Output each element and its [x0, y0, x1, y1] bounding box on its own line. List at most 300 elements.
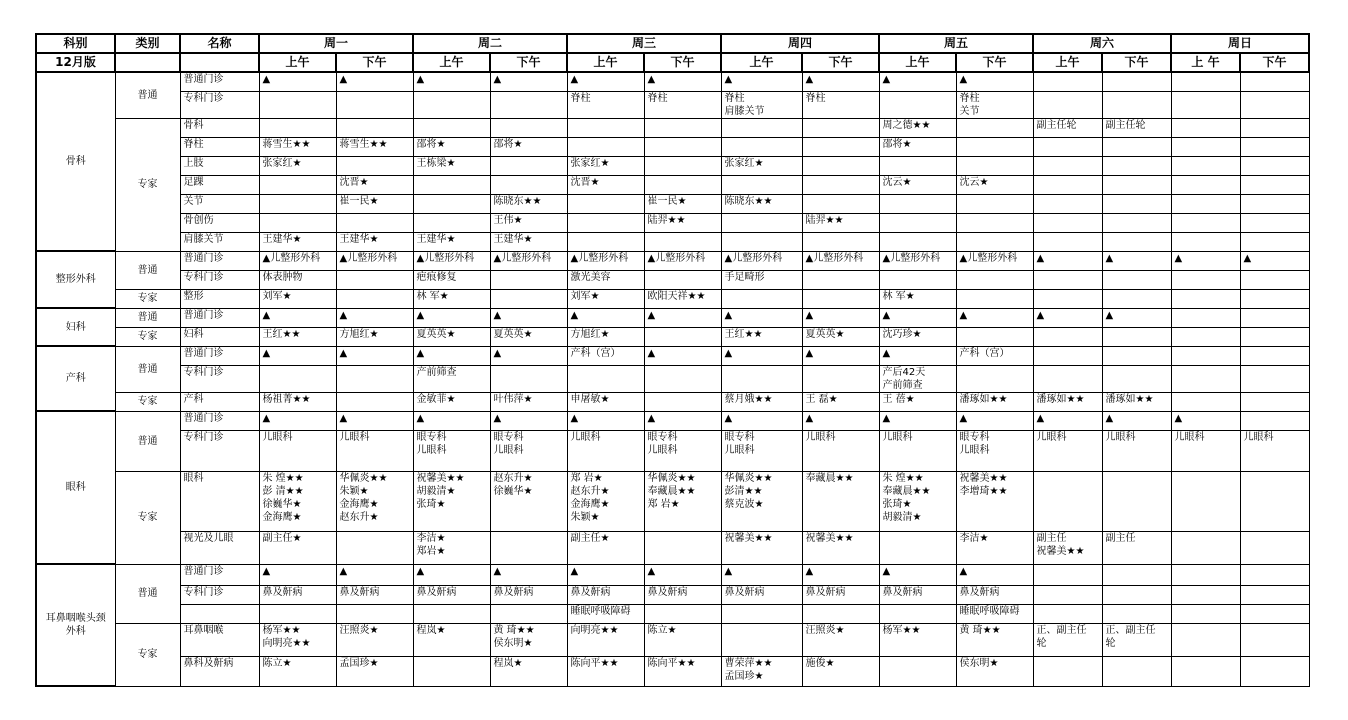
schedule-cell: 王建华★: [259, 232, 336, 251]
schedule-cell: [1033, 289, 1102, 308]
schedule-cell: 沈云★: [879, 175, 956, 194]
schedule-cell: ▲: [802, 411, 879, 430]
schedule-cell: [1240, 564, 1309, 585]
header-day: 周五: [879, 34, 1033, 53]
schedule-cell: [879, 156, 956, 175]
schedule-cell: [1171, 564, 1240, 585]
schedule-cell: 奉藏晨★★: [802, 471, 879, 531]
schedule-cell: [1240, 623, 1309, 656]
table-row: [36, 656, 1309, 686]
schedule-cell: 儿眼科: [879, 430, 956, 471]
schedule-cell: [259, 604, 336, 623]
department-cell: 整形外科: [36, 251, 115, 308]
schedule-cell: [956, 232, 1033, 251]
schedule-cell: 鼻及鼾病: [336, 585, 413, 604]
schedule-cell: [1240, 656, 1309, 686]
schedule-cell: 脊柱: [567, 91, 644, 118]
schedule-cell: [1171, 175, 1240, 194]
schedule-cell: [721, 118, 802, 137]
schedule-cell: 鼻及鼾病: [259, 585, 336, 604]
schedule-cell: ▲: [336, 411, 413, 430]
schedule-cell: 李洁★ 郑岩★: [413, 531, 490, 564]
header-session: 下午: [336, 53, 413, 72]
schedule-cell: 华佩炎★★ 彭清★★ 蔡克波★: [721, 471, 802, 531]
schedule-cell: ▲: [956, 564, 1033, 585]
schedule-cell: 华佩炎★★ 奉藏晨★★ 郑 岩★: [644, 471, 721, 531]
schedule-cell: 崔一民★: [336, 194, 413, 213]
header-dept: 科别: [36, 34, 115, 53]
schedule-body: [36, 72, 1309, 686]
schedule-cell: [1033, 327, 1102, 346]
schedule-cell: [1033, 175, 1102, 194]
schedule-cell: 崔一民★: [644, 194, 721, 213]
schedule-cell: [490, 289, 567, 308]
table-row: [36, 411, 1309, 430]
schedule-cell: [336, 365, 413, 392]
schedule-cell: [802, 156, 879, 175]
schedule-cell: 眼专科 儿眼科: [413, 430, 490, 471]
schedule-cell: [956, 289, 1033, 308]
header-session: 下午: [802, 53, 879, 72]
department-cell: 骨科: [36, 72, 115, 251]
header-session: 下午: [956, 53, 1033, 72]
clinic-name-cell: 视光及儿眼: [180, 531, 259, 564]
category-cell: 普通: [115, 72, 180, 118]
schedule-cell: ▲: [802, 564, 879, 585]
schedule-cell: 黄 琦★★ 侯东明★: [490, 623, 567, 656]
schedule-cell: 华佩炎★★ 朱颖★ 金海鹰★ 赵东升★: [336, 471, 413, 531]
schedule-cell: 陈立★: [644, 623, 721, 656]
schedule-cell: 祝馨美★★: [802, 531, 879, 564]
schedule-cell: ▲: [644, 308, 721, 327]
table-row: [36, 585, 1309, 604]
schedule-cell: [336, 392, 413, 411]
header-session: 上午: [1033, 53, 1102, 72]
schedule-cell: [956, 194, 1033, 213]
table-row: [36, 213, 1309, 232]
schedule-cell: [879, 232, 956, 251]
clinic-name-cell: 脊柱: [180, 137, 259, 156]
schedule-cell: 祝馨美★★ 李增琦★★: [956, 471, 1033, 531]
schedule-cell: [1240, 213, 1309, 232]
schedule-cell: 鼻及鼾病: [879, 585, 956, 604]
schedule-cell: ▲: [490, 411, 567, 430]
clinic-name-cell: 鼻科及鼾病: [180, 656, 259, 686]
clinic-name-cell: 专科门诊: [180, 365, 259, 392]
header-session: 上午: [413, 53, 490, 72]
schedule-cell: 副主任: [1102, 531, 1171, 564]
schedule-cell: 儿眼科: [1102, 430, 1171, 471]
clinic-name-cell: 关节: [180, 194, 259, 213]
schedule-cell: 眼专科 儿眼科: [721, 430, 802, 471]
schedule-cell: [1102, 270, 1171, 289]
header-version: 12月版: [36, 53, 115, 72]
table-row: [36, 91, 1309, 118]
schedule-cell: [1240, 585, 1309, 604]
schedule-cell: [1033, 91, 1102, 118]
schedule-cell: [1033, 156, 1102, 175]
schedule-cell: 蒋雪生★★: [336, 137, 413, 156]
clinic-name-cell: 普通门诊: [180, 346, 259, 365]
schedule-cell: 沈巧珍★: [879, 327, 956, 346]
schedule-cell: [721, 365, 802, 392]
schedule-cell: [879, 656, 956, 686]
table-row: [36, 531, 1309, 564]
schedule-cell: 儿眼科: [1171, 430, 1240, 471]
schedule-cell: [1171, 118, 1240, 137]
schedule-cell: 张家红★: [721, 156, 802, 175]
schedule-cell: [413, 604, 490, 623]
schedule-cell: ▲: [644, 564, 721, 585]
schedule-cell: ▲: [1171, 411, 1240, 430]
schedule-cell: [1102, 232, 1171, 251]
schedule-cell: 产后42天 产前筛查: [879, 365, 956, 392]
schedule-cell: [490, 270, 567, 289]
category-cell: 专家: [115, 118, 180, 251]
schedule-cell: 王红★★: [721, 327, 802, 346]
schedule-cell: [721, 232, 802, 251]
schedule-cell: 施俊★: [802, 656, 879, 686]
schedule-cell: [1033, 270, 1102, 289]
schedule-cell: [1102, 656, 1171, 686]
schedule-cell: 祝馨美★★: [721, 531, 802, 564]
schedule-cell: [1033, 585, 1102, 604]
schedule-cell: 刘军★: [259, 289, 336, 308]
schedule-cell: [721, 623, 802, 656]
schedule-cell: 汪照炎★: [336, 623, 413, 656]
schedule-cell: 周之德★★: [879, 118, 956, 137]
schedule-cell: 鼻及鼾病: [721, 585, 802, 604]
schedule-cell: ▲儿整形外科: [721, 251, 802, 270]
schedule-cell: [1240, 194, 1309, 213]
schedule-cell: 王建华★: [413, 232, 490, 251]
schedule-cell: [644, 392, 721, 411]
schedule-cell: [644, 137, 721, 156]
schedule-cell: [1240, 270, 1309, 289]
schedule-cell: 陈晓东★★: [721, 194, 802, 213]
schedule-cell: [1171, 365, 1240, 392]
schedule-cell: [1171, 137, 1240, 156]
schedule-cell: [956, 327, 1033, 346]
schedule-cell: 睡眠呼吸障碍: [956, 604, 1033, 623]
schedule-cell: 陆羿★★: [802, 213, 879, 232]
header-session: 上午: [259, 53, 336, 72]
table-row: [36, 471, 1309, 531]
schedule-cell: 鼻及鼾病: [956, 585, 1033, 604]
schedule-cell: [802, 232, 879, 251]
schedule-cell: [644, 232, 721, 251]
schedule-cell: ▲: [721, 411, 802, 430]
header-session: 上 午: [1171, 53, 1240, 72]
schedule-cell: [336, 531, 413, 564]
schedule-cell: ▲: [567, 72, 644, 91]
schedule-cell: ▲: [1102, 251, 1171, 270]
clinic-name-cell: 专科门诊: [180, 270, 259, 289]
department-cell: 妇科: [36, 308, 115, 346]
schedule-cell: 沈云★: [956, 175, 1033, 194]
schedule-cell: [1240, 72, 1309, 91]
category-cell: 普通: [115, 251, 180, 289]
schedule-cell: [721, 137, 802, 156]
schedule-cell: ▲: [567, 411, 644, 430]
schedule-cell: [490, 91, 567, 118]
schedule-cell: [567, 137, 644, 156]
schedule-cell: [1033, 564, 1102, 585]
schedule-cell: 王 蓓★: [879, 392, 956, 411]
category-cell: 普通: [115, 308, 180, 327]
schedule-cell: 刘军★: [567, 289, 644, 308]
schedule-cell: ▲: [336, 346, 413, 365]
schedule-cell: [1171, 289, 1240, 308]
schedule-cell: ▲: [721, 72, 802, 91]
header-day: 周日: [1171, 34, 1309, 53]
schedule-cell: ▲: [259, 411, 336, 430]
schedule-cell: 夏英英★: [802, 327, 879, 346]
schedule-cell: [1171, 585, 1240, 604]
schedule-cell: ▲: [1033, 308, 1102, 327]
schedule-cell: 赵东升★ 徐巍华★: [490, 471, 567, 531]
schedule-cell: 程岚★: [490, 656, 567, 686]
schedule-cell: 申屠敏★: [567, 392, 644, 411]
table-row: [36, 232, 1309, 251]
schedule-cell: 王栋梁★: [413, 156, 490, 175]
table-row: [36, 564, 1309, 585]
schedule-cell: [567, 213, 644, 232]
schedule-cell: 向明亮★★: [567, 623, 644, 656]
clinic-name-cell: 骨创伤: [180, 213, 259, 232]
schedule-cell: ▲: [1033, 251, 1102, 270]
header-session: 下午: [1102, 53, 1171, 72]
schedule-cell: 夏英英★: [490, 327, 567, 346]
schedule-cell: ▲: [413, 411, 490, 430]
schedule-cell: 朱 煌★★ 奉藏晨★★ 张琦★ 胡毅清★: [879, 471, 956, 531]
schedule-cell: ▲: [490, 346, 567, 365]
schedule-cell: ▲儿整形外科: [879, 251, 956, 270]
schedule-cell: [490, 156, 567, 175]
schedule-cell: [1102, 365, 1171, 392]
schedule-cell: [1102, 213, 1171, 232]
schedule-cell: ▲: [259, 72, 336, 91]
schedule-cell: [956, 270, 1033, 289]
schedule-cell: [336, 213, 413, 232]
schedule-cell: [956, 365, 1033, 392]
schedule-cell: 郑 岩★ 赵东升★ 金海鹰★ 朱颖★: [567, 471, 644, 531]
schedule-cell: [1033, 232, 1102, 251]
schedule-cell: ▲: [490, 564, 567, 585]
clinic-name-cell: 普通门诊: [180, 308, 259, 327]
schedule-cell: [879, 270, 956, 289]
schedule-cell: [1102, 137, 1171, 156]
schedule-cell: ▲儿整形外科: [259, 251, 336, 270]
schedule-cell: [490, 118, 567, 137]
schedule-cell: [1171, 91, 1240, 118]
clinic-name-cell: 专科门诊: [180, 430, 259, 471]
schedule-cell: [1240, 118, 1309, 137]
schedule-cell: [1033, 346, 1102, 365]
schedule-cell: [1171, 232, 1240, 251]
schedule-cell: ▲: [490, 308, 567, 327]
schedule-cell: 夏英英★: [413, 327, 490, 346]
schedule-cell: 潘琢如★★: [1102, 392, 1171, 411]
table-row: [36, 72, 1309, 91]
table-row: [36, 604, 1309, 623]
clinic-name-cell: 妇科: [180, 327, 259, 346]
clinic-name-cell: [180, 604, 259, 623]
header-row-days: [36, 34, 1309, 53]
clinic-name-cell: 耳鼻咽喉: [180, 623, 259, 656]
schedule-cell: ▲儿整形外科: [567, 251, 644, 270]
clinic-name-cell: 眼科: [180, 471, 259, 531]
schedule-cell: [1240, 365, 1309, 392]
schedule-cell: [644, 175, 721, 194]
schedule-cell: [259, 365, 336, 392]
schedule-cell: [1033, 213, 1102, 232]
schedule-cell: 张家红★: [259, 156, 336, 175]
table-row: [36, 251, 1309, 270]
clinic-name-cell: 产科: [180, 392, 259, 411]
schedule-cell: 正、副主任 轮: [1102, 623, 1171, 656]
clinic-name-cell: 整形: [180, 289, 259, 308]
schedule-cell: 儿眼科: [802, 430, 879, 471]
header-row-sessions: [36, 53, 1309, 72]
schedule-cell: ▲: [336, 564, 413, 585]
schedule-cell: 眼专科 儿眼科: [644, 430, 721, 471]
category-cell: 专家: [115, 327, 180, 346]
clinic-name-cell: 专科门诊: [180, 585, 259, 604]
department-cell: 产科: [36, 346, 115, 411]
schedule-cell: [802, 137, 879, 156]
schedule-cell: ▲: [413, 346, 490, 365]
schedule-cell: 产科（宫）: [956, 346, 1033, 365]
schedule-cell: 黄 琦★★: [956, 623, 1033, 656]
schedule-cell: [1033, 604, 1102, 623]
schedule-cell: [259, 194, 336, 213]
category-cell: 专家: [115, 289, 180, 308]
schedule-cell: [644, 270, 721, 289]
schedule-cell: 脊柱: [644, 91, 721, 118]
table-row: [36, 327, 1309, 346]
schedule-cell: [413, 118, 490, 137]
schedule-cell: [567, 194, 644, 213]
schedule-cell: [1102, 471, 1171, 531]
schedule-cell: [1102, 604, 1171, 623]
schedule-cell: 林 军★: [879, 289, 956, 308]
schedule-cell: 副主任轮: [1102, 118, 1171, 137]
schedule-cell: [1102, 175, 1171, 194]
schedule-cell: 鼻及鼾病: [413, 585, 490, 604]
schedule-cell: [1240, 471, 1309, 531]
schedule-cell: [1240, 156, 1309, 175]
schedule-cell: [1171, 156, 1240, 175]
schedule-cell: ▲儿整形外科: [413, 251, 490, 270]
schedule-cell: 汪照炎★: [802, 623, 879, 656]
schedule-cell: [1102, 72, 1171, 91]
category-cell: 普通: [115, 346, 180, 392]
schedule-cell: ▲: [259, 346, 336, 365]
schedule-cell: 眼专科 儿眼科: [956, 430, 1033, 471]
schedule-cell: ▲: [567, 308, 644, 327]
schedule-cell: ▲: [879, 308, 956, 327]
clinic-name-cell: 专科门诊: [180, 91, 259, 118]
schedule-cell: 儿眼科: [567, 430, 644, 471]
category-cell: 专家: [115, 471, 180, 564]
clinic-name-cell: 骨科: [180, 118, 259, 137]
table-row: [36, 137, 1309, 156]
clinic-name-cell: 普通门诊: [180, 72, 259, 91]
schedule-cell: [1033, 656, 1102, 686]
schedule-cell: [802, 365, 879, 392]
schedule-cell: 李洁★: [956, 531, 1033, 564]
schedule-cell: [490, 175, 567, 194]
schedule-cell: [490, 365, 567, 392]
schedule-cell: 睡眠呼吸障碍: [567, 604, 644, 623]
schedule-cell: ▲: [1102, 411, 1171, 430]
schedule-cell: [1240, 137, 1309, 156]
schedule-cell: 金敏菲★: [413, 392, 490, 411]
schedule-cell: ▲: [879, 72, 956, 91]
category-cell: 专家: [115, 623, 180, 686]
schedule-cell: 副主任★: [259, 531, 336, 564]
schedule-cell: 疤痕修复: [413, 270, 490, 289]
schedule-cell: 脊柱 肩膝关节: [721, 91, 802, 118]
schedule-cell: ▲儿整形外科: [802, 251, 879, 270]
schedule-cell: 体表肿物: [259, 270, 336, 289]
table-row: [36, 430, 1309, 471]
schedule-cell: ▲: [567, 564, 644, 585]
schedule-cell: [1240, 289, 1309, 308]
schedule-cell: 杨军★★: [879, 623, 956, 656]
schedule-cell: [1033, 194, 1102, 213]
header-name: 名称: [180, 34, 259, 53]
schedule-cell: 副主任 祝馨美★★: [1033, 531, 1102, 564]
schedule-cell: ▲: [259, 308, 336, 327]
header-session: 下午: [490, 53, 567, 72]
schedule-cell: 叶伟萍★: [490, 392, 567, 411]
schedule-cell: [644, 531, 721, 564]
schedule-cell: [1102, 156, 1171, 175]
table-row: [36, 156, 1309, 175]
schedule-cell: [567, 118, 644, 137]
schedule-cell: [802, 194, 879, 213]
schedule-cell: 曹荣萍★★ 孟国珍★: [721, 656, 802, 686]
header-day: 周一: [259, 34, 413, 53]
table-row: [36, 118, 1309, 137]
schedule-cell: [879, 604, 956, 623]
schedule-cell: 王建华★: [336, 232, 413, 251]
schedule-cell: [1102, 289, 1171, 308]
schedule-cell: 张家红★: [567, 156, 644, 175]
schedule-cell: 眼专科 儿眼科: [490, 430, 567, 471]
schedule-cell: [336, 289, 413, 308]
schedule-cell: 产前筛查: [413, 365, 490, 392]
schedule-cell: 副主任★: [567, 531, 644, 564]
schedule-cell: [413, 213, 490, 232]
schedule-table: [35, 33, 1310, 687]
department-cell: 眼科: [36, 411, 115, 564]
schedule-cell: ▲: [490, 72, 567, 91]
schedule-cell: ▲: [1171, 251, 1240, 270]
schedule-cell: 儿眼科: [1033, 430, 1102, 471]
schedule-cell: [644, 327, 721, 346]
schedule-cell: ▲儿整形外科: [336, 251, 413, 270]
table-row: [36, 270, 1309, 289]
schedule-cell: 蔡月娥★★: [721, 392, 802, 411]
schedule-cell: [1033, 471, 1102, 531]
schedule-cell: ▲: [721, 564, 802, 585]
header-day: 周四: [721, 34, 879, 53]
schedule-cell: [1240, 327, 1309, 346]
schedule-cell: ▲: [413, 72, 490, 91]
